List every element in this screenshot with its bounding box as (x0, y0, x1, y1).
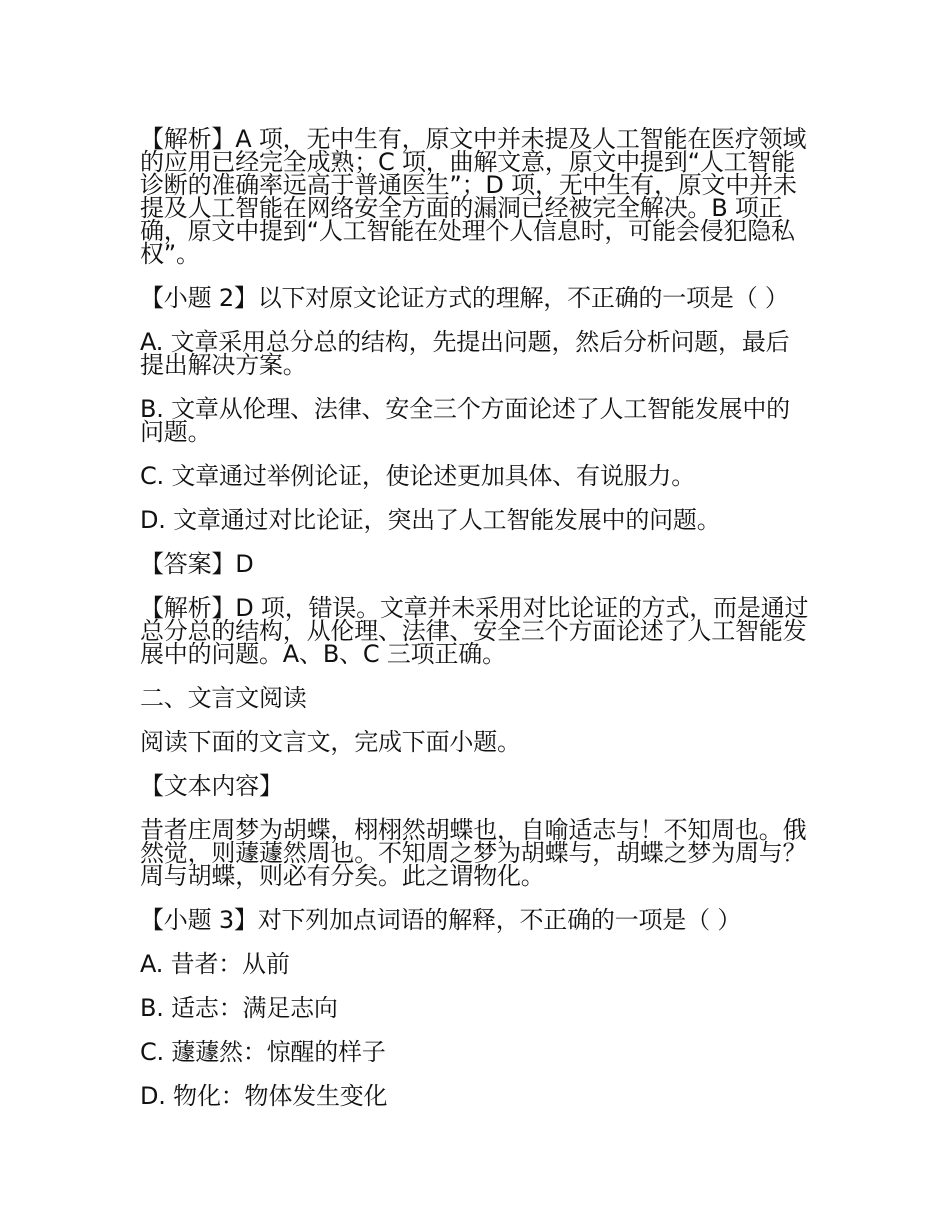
question-2-option-d: D. 文章通过对比论证，突出了人工智能发展中的问题。 (140, 506, 721, 534)
text-content-label: 【文本内容】 (140, 772, 283, 800)
question-3-option-d: D. 物化：物体发生变化 (140, 1082, 388, 1110)
question-3-option-c: C. 蘧蘧然：惊醒的样子 (140, 1038, 386, 1066)
question-3-option-b: B. 适志：满足志向 (140, 994, 338, 1022)
analysis-paragraph-q1: 【解析】A 项，无中生有，原文中并未提及人工智能在医疗领域的应用已经完全成熟；C 项，曲解文意，原文中提到“人工智能诊断的准确率远高于普通医生”；D 项，无中生有，原文中并未提及人工智能在网络安全方面的漏洞已经被完全解决。B 项正确，原文中提到“人工智能在处理个人信息时，可能会侵犯隐私权”。 (140, 125, 807, 268)
question-2-option-a: A. 文章采用总分总的结构，先提出问题，然后分析问题，最后提出解决方案。 (140, 328, 790, 379)
question-2-stem: 【小题 2】以下对原文论证方式的理解，不正确的一项是（ ） (140, 284, 789, 312)
question-2-option-c: C. 文章通过举例论证，使论述更加具体、有说服力。 (140, 462, 696, 490)
question-2-option-b: B. 文章从伦理、法律、安全三个方面论述了人工智能发展中的问题。 (140, 395, 790, 446)
reading-instruction: 阅读下面的文言文，完成下面小题。 (140, 728, 521, 756)
question-3-option-a: A. 昔者：从前 (140, 950, 290, 978)
section-heading-classical-chinese: 二、文言文阅读 (140, 684, 307, 712)
classical-text-passage: 昔者庄周梦为胡蝶，栩栩然胡蝶也，自喻适志与！不知周也。俄然觉，则蘧蘧然周也。不知周之梦为胡蝶与，胡蝶之梦为周与？周与胡蝶，则必有分矣。此之谓物化。 (140, 816, 807, 890)
analysis-paragraph-q2: 【解析】D 项，错误。文章并未采用对比论证的方式，而是通过总分总的结构，从伦理、法律、安全三个方面论述了人工智能发展中的问题。A、B、C 三项正确。 (140, 594, 809, 668)
question-3-stem: 【小题 3】对下列加点词语的解释，不正确的一项是（ ） (140, 906, 742, 934)
document-page (140, 125, 812, 1129)
question-2-answer: 【答案】D (140, 550, 254, 578)
